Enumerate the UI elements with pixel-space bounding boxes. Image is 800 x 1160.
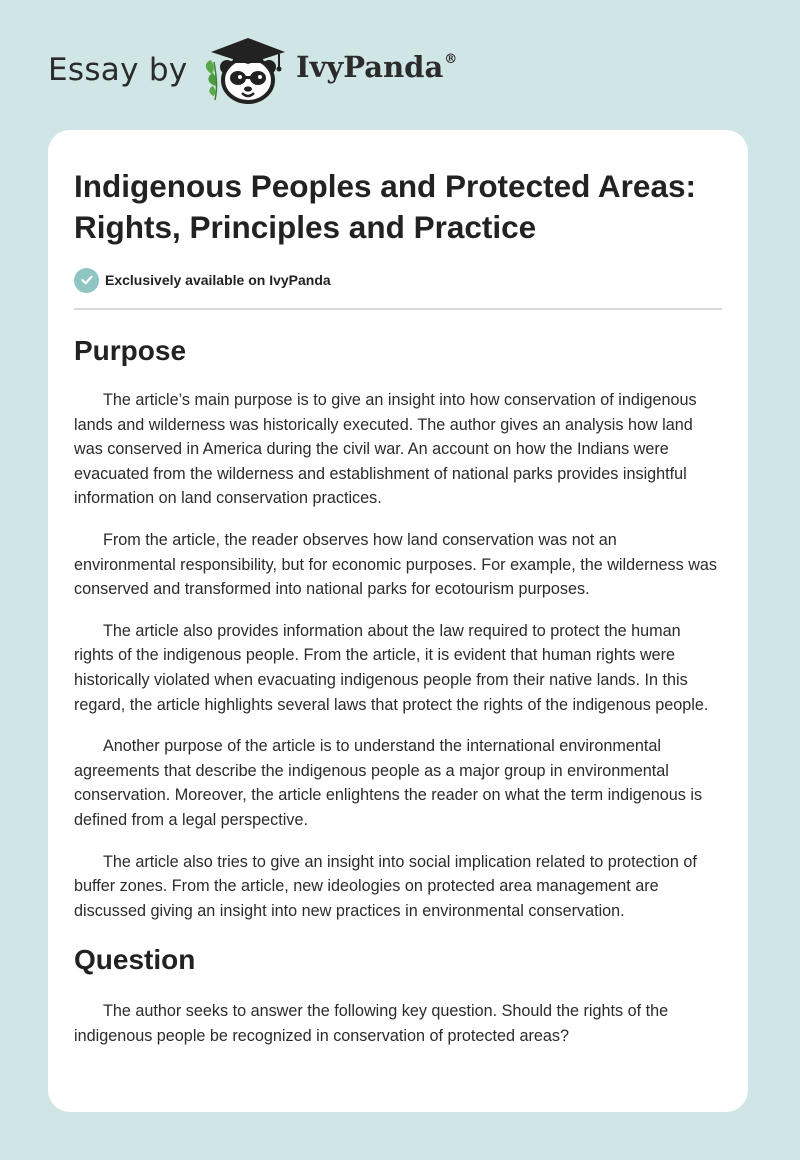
ivy-leaf-icon [206,60,217,100]
panda-graduate-icon[interactable] [202,34,294,106]
exclusive-badge [74,267,722,293]
article-title: Indigenous Peoples and Protected Areas: Rights, Principles and Practice [74,168,696,245]
paragraph: Another purpose of the article is to understand the international environmental agreements that describe the indigenous people as a major group in environmental conservation. Moreover, the article enlightens the reader on what the term indigenous is defined from a legal perspective. [74,737,703,829]
paragraph: The article’s main purpose is to give an insight into how conservation of indigenous lands and wilderness was historically executed. The author gives an analysis how land was conserved in America during the civil war. An account on how the Indians were evacuated from the wilderness and establishment of national parks provides insightful information on land conservation practices. [74,391,697,508]
check-icon [74,268,99,293]
section-purpose [74,334,722,923]
paragraph: The article also tries to give an insight into social implication related to protection of buffer zones. From the article, new ideologies on protected area management are discussed giving an insight into new practices in environmental conservation. [74,852,697,920]
section-body [74,999,722,1048]
section-question [74,943,722,1048]
section-heading: Purpose [74,335,187,366]
brand-name[interactable]: IvyPanda® [296,50,458,84]
paragraph: The article also provides information about the law required to protect the human rights of the indigenous people. From the article, it is evident that human rights were historically violated when evacuating indigenous people from their native lands. In this regard, the article highlights several laws that protect the rights of the indigenous people. [74,621,709,714]
section-heading: Question [74,944,196,976]
article-card [48,130,748,1112]
section-body [74,388,722,923]
paragraph: The author seeks to answer the following key question. Should the rights of the indigenous people be recognized in conservation of protected areas? [74,1002,669,1045]
badge-text: Exclusively available on IvyPanda [105,272,331,288]
site-header [48,34,508,106]
title-divider [74,308,722,310]
brand-prefix: Essay by [48,52,188,88]
registered-mark: ® [444,52,458,67]
paragraph: From the article, the reader observes how land conservation was not an environmental responsibility, but for economic purposes. For example, the wilderness was conserved and transformed into national parks for ecotourism purposes. [74,530,718,599]
